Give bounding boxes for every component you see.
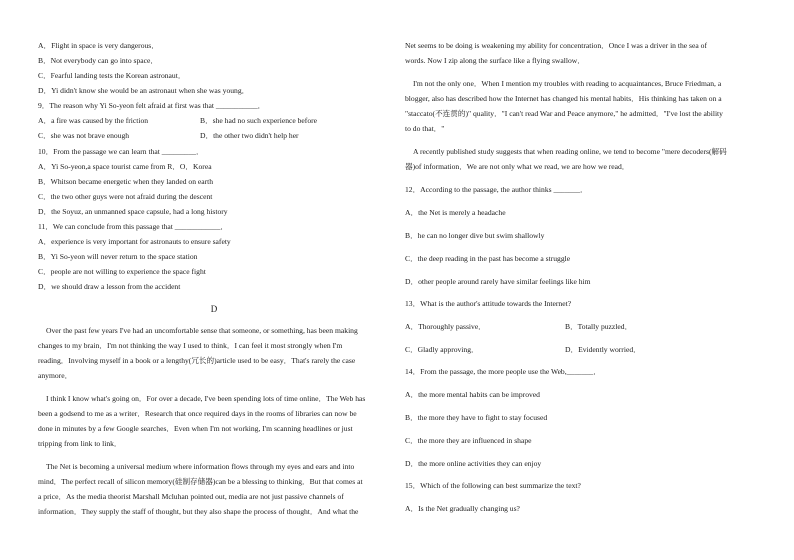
para3-line: The Net is becoming a universal medium where information flows through my eyes and ears and into	[46, 462, 355, 471]
para2-line: tripping from link to link．	[38, 439, 122, 448]
para6-line: A recently published study suggests that when reading online, we tend to become "mere decoders(解码	[413, 147, 727, 156]
q12-option-b: B．he can no longer dive but swim shallowly	[405, 231, 545, 240]
para1-line: changes to my brain．I'm not thinking the way I used to think．I can feel it most strongly when I'm	[38, 341, 343, 350]
q12-option-a: A．the Net is merely a headache	[405, 208, 506, 217]
q9-option-a: A．a fire was caused by the friction	[38, 116, 149, 125]
para1-line: reading．Involving myself in a book or a lengthy(冗长的)article used to be easy．That's rarely the case	[38, 356, 356, 365]
q11-option-b: B．Yi So-yeon will never return to the space station	[38, 252, 198, 261]
q13-option-b: B．Totally puzzled．	[565, 322, 633, 331]
para5-line: blogger, also has described how the Internet has changed his mental habits．His thinking has taken on a	[405, 94, 722, 103]
q8-option-c: C．Fearful landing tests the Korean astronaut．	[38, 71, 186, 80]
para4-line: Net seems to be doing is weakening my ability for concentration．Once I was a driver in the sea of	[405, 41, 707, 50]
para5-line: "staccato(不连贯的)" quality．"I can't read War and Peace anymore," he admitted．"I've lost the ability	[405, 109, 723, 118]
q11-option-d: D．we should draw a lesson from the accident	[38, 282, 181, 291]
para1-line: anymore．	[38, 371, 73, 380]
q10-stem: 10．From the passage we can learn that _________．	[38, 147, 204, 156]
para3-line: a price．As the media theorist Marshall Mcluhan pointed out, media are not just passive channels of	[38, 492, 344, 501]
para6-line: 器)of information．We are not only what we read, we are how we read．	[405, 162, 630, 171]
para2-line: been a godsend to me as a writer．Research that once required days in the rooms of libraries can now be	[38, 409, 357, 418]
q11-option-a: A．experience is very important for astronauts to ensure safety	[38, 237, 231, 246]
q8-option-b: B．Not everybody can go into space．	[38, 56, 158, 65]
q10-option-d: D．the Soyuz, an unmanned space capsule, had a long history	[38, 207, 228, 216]
para3-line: mind．The perfect recall of silicon memory(硅制存储器)can be a blessing to thinking．But that comes at	[38, 477, 363, 486]
para5-line: to do that．"	[405, 124, 445, 133]
para4-line: words. Now I zip along the surface like a flying swallow．	[405, 56, 585, 65]
q10-option-c: C．the two other guys were not afraid during the descent	[38, 192, 213, 201]
q9-option-b: B．she had no such experience before	[200, 116, 318, 125]
q9-option-d: D．the other two didn't help her	[200, 131, 299, 140]
para2-line: I think I know what's going on．For over a decade, I've been spending lots of time online．The Web has	[46, 394, 366, 403]
para5-line: I'm not the only one．When I mention my troubles with reading to acquaintances, Bruce Friedman, a	[413, 79, 722, 88]
q15-stem: 15．Which of the following can best summarize the text?	[405, 481, 581, 490]
q13-option-d: D．Evidently worried．	[565, 345, 641, 354]
q15-option-a: A．Is the Net gradually changing us?	[405, 504, 520, 513]
q14-option-a: A．the more mental habits can be improved	[405, 390, 540, 399]
q8-option-a: A．Flight in space is very dangerous．	[38, 41, 159, 50]
q8-option-d: D．Yi didn't know she would be an astronaut when she was young．	[38, 86, 250, 95]
q14-stem: 14．From the passage, the more people use the Web,_______．	[405, 367, 601, 376]
para1-line: Over the past few years I've had an uncomfortable sense that someone, or something, has been making	[46, 326, 358, 335]
q10-option-b: B．Whitson became energetic when they landed on earth	[38, 177, 214, 186]
q13-option-a: A．Thoroughly passive．	[405, 322, 486, 331]
section-heading: D	[210, 304, 218, 314]
q11-stem: 11．We can conclude from this passage that ____________．	[38, 222, 228, 231]
q12-option-c: C．the deep reading in the past has become a struggle	[405, 254, 571, 263]
q14-option-c: C．the more they are influenced in shape	[405, 436, 532, 445]
q11-option-c: C．people are not willing to experience the space fight	[38, 267, 206, 276]
q14-option-d: D．the more online activities they can enjoy	[405, 459, 542, 468]
q12-stem: 12．According to the passage, the author thinks _______．	[405, 185, 588, 194]
q12-option-d: D．other people around rarely have similar feelings like him	[405, 277, 591, 286]
q10-option-a: A．Yi So-yeon,a space tourist came from R．O．Korea	[38, 162, 212, 171]
para3-line: information．They supply the staff of thought, but they also shape the process of thought．And what the	[38, 507, 359, 516]
q13-option-c: C．Gladly approving．	[405, 345, 479, 354]
q13-stem: 13．What is the author's attitude towards the Internet?	[405, 299, 572, 308]
q9-option-c: C．she was not brave enough	[38, 131, 130, 140]
q14-option-b: B．the more they have to fight to stay focused	[405, 413, 548, 422]
para2-line: done in minutes by a few Google searches．Even when I'm not working, I'm scanning headlines or just	[38, 424, 353, 433]
q9-stem: 9．The reason why Yi So-yeon felt afraid at first was that ___________．	[38, 101, 266, 110]
